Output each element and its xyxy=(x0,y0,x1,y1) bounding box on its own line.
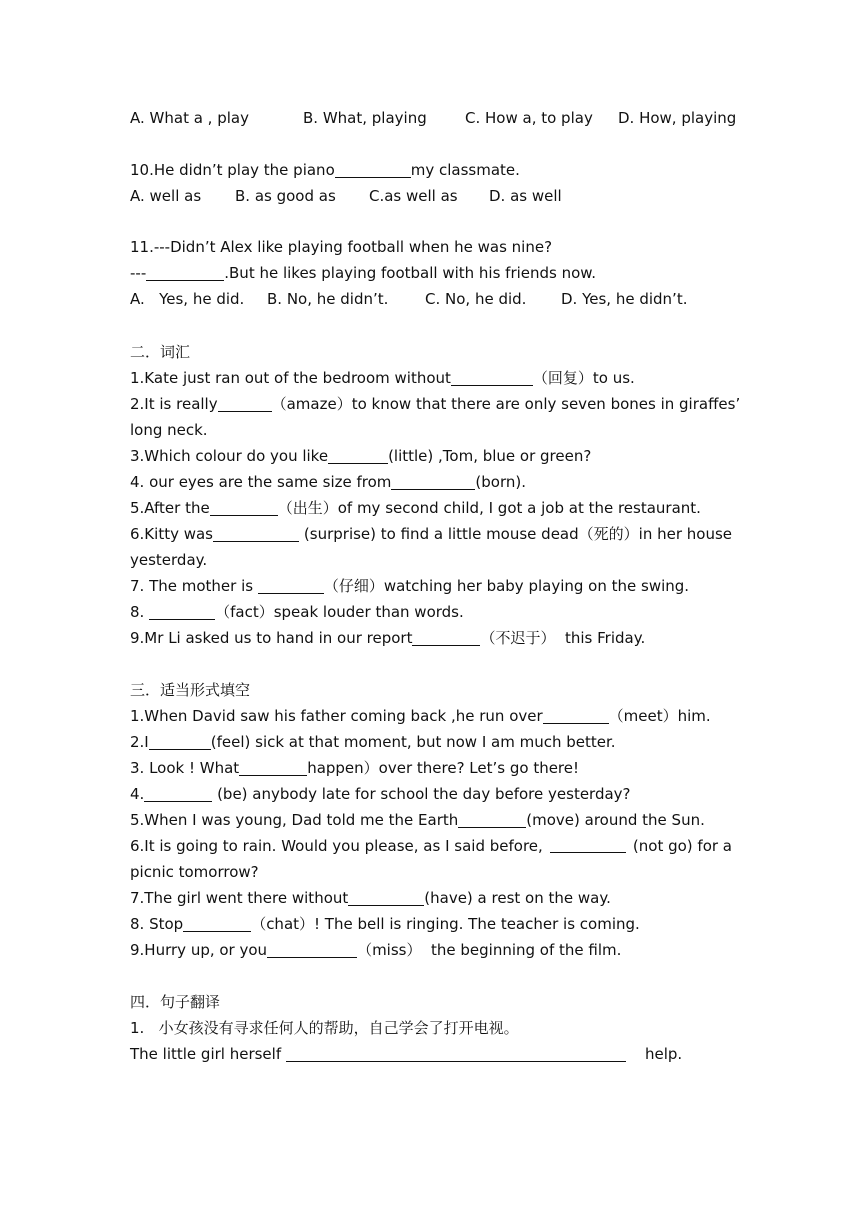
answer-blank[interactable] xyxy=(144,785,212,802)
vocab-item-8: 8. （fact）speak louder than words. xyxy=(130,603,464,621)
vocab-item-5: 5.After the （出生）of my second child, I got a job at the restaurant. xyxy=(130,499,701,517)
answer-blank[interactable] xyxy=(267,941,357,958)
q10-option-b: B. as good as xyxy=(235,187,336,205)
vocab-item-2: 2.It is really （amaze）to know that there are only seven bones in giraffes’ xyxy=(130,395,741,413)
vocab-item-3: 3.Which colour do you like (little) ,Tom, blue or green? xyxy=(130,447,592,465)
answer-blank[interactable] xyxy=(213,525,299,542)
answer-blank[interactable] xyxy=(149,603,215,620)
q10-option-c: C.as well as xyxy=(369,187,458,205)
q10-option-d: D. as well xyxy=(489,187,562,205)
answer-blank[interactable] xyxy=(543,707,609,724)
forms-item-6-continued: picnic tomorrow? xyxy=(130,863,259,881)
q11-option-c: C. No, he did. xyxy=(425,290,527,308)
vocab-item-1: 1.Kate just ran out of the bedroom without （回复）to us. xyxy=(130,369,635,387)
q10-option-a: A. well as xyxy=(130,187,202,205)
q11-option-d: D. Yes, he didn’t. xyxy=(561,290,688,308)
q9-option-a: A. What a , play xyxy=(130,109,249,127)
answer-blank[interactable] xyxy=(458,811,526,828)
answer-blank[interactable] xyxy=(412,629,480,646)
q10-question: 10.He didn’t play the piano my classmate. xyxy=(130,161,520,179)
answer-blank[interactable] xyxy=(183,915,251,932)
forms-item-8: 8. Stop （chat）! The bell is ringing. The teacher is coming. xyxy=(130,915,640,933)
answer-blank[interactable] xyxy=(239,759,307,776)
translate-item-1-chinese: 1. 小女孩没有寻求任何人的帮助，自己学会了打开电视。 xyxy=(130,1019,519,1037)
answer-blank[interactable] xyxy=(286,1045,626,1062)
forms-item-5: 5.When I was young, Dad told me the Earth (move) around the Sun. xyxy=(130,811,705,829)
q11-option-a: A. Yes, he did. xyxy=(130,290,245,308)
section-heading-vocabulary: 二．词汇 xyxy=(130,343,191,361)
answer-blank[interactable] xyxy=(348,889,424,906)
forms-item-6: 6.It is going to rain. Would you please, as I said before, (not go) for a xyxy=(130,837,732,855)
section-heading-translation: 四．句子翻译 xyxy=(130,993,221,1011)
vocab-item-4: 4. our eyes are the same size from (born). xyxy=(130,473,526,491)
answer-blank[interactable] xyxy=(550,836,626,853)
q9-option-b: B. What, playing xyxy=(303,109,427,127)
forms-item-2: 2.I (feel) sick at that moment, but now I am much better. xyxy=(130,733,616,751)
forms-item-4: 4. (be) anybody late for school the day before yesterday? xyxy=(130,785,631,803)
answer-blank[interactable] xyxy=(146,264,224,281)
q11-question: 11.---Didn’t Alex like playing football when he was nine? xyxy=(130,238,553,256)
answer-blank[interactable] xyxy=(258,577,324,594)
answer-blank[interactable] xyxy=(210,499,278,516)
forms-item-1: 1.When David saw his father coming back ,he run over （meet）him. xyxy=(130,707,711,725)
q9-option-c: C. How a, to play xyxy=(465,109,593,127)
answer-blank[interactable] xyxy=(218,395,272,412)
vocab-item-7: 7. The mother is （仔细）watching her baby playing on the swing. xyxy=(130,577,690,595)
vocab-item-6: 6.Kitty was (surprise) to find a little mouse dead（死的）in her house xyxy=(130,525,732,543)
vocab-item-6-continued: yesterday. xyxy=(130,551,208,569)
vocab-item-9: 9.Mr Li asked us to hand in our report （不迟于） this Friday. xyxy=(130,629,646,647)
forms-item-3: 3. Look ! What happen）over there? Let’s go there! xyxy=(130,759,580,777)
answer-blank[interactable] xyxy=(149,733,211,750)
q9-option-d: D. How, playing xyxy=(618,109,737,127)
q11-response: --- .But he likes playing football with his friends now. xyxy=(130,264,596,282)
answer-blank[interactable] xyxy=(451,369,533,386)
forms-item-9: 9.Hurry up, or you （miss） the beginning of the film. xyxy=(130,941,622,959)
translate-item-1-english: The little girl herself help. xyxy=(130,1045,683,1063)
section-heading-forms: 三．适当形式填空 xyxy=(130,681,251,699)
q11-option-b: B. No, he didn’t. xyxy=(267,290,389,308)
vocab-item-2-continued: long neck. xyxy=(130,421,208,439)
forms-item-7: 7.The girl went there without (have) a rest on the way. xyxy=(130,889,611,907)
answer-blank[interactable] xyxy=(391,473,475,490)
answer-blank[interactable] xyxy=(328,447,388,464)
answer-blank[interactable] xyxy=(335,161,411,178)
